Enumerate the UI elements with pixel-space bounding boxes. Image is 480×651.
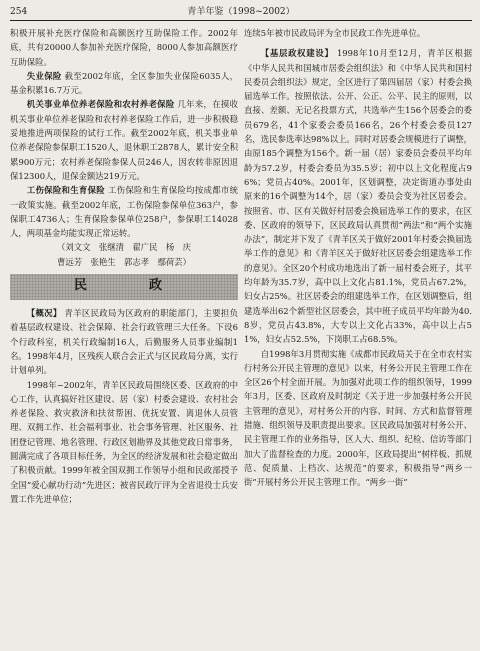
paragraph [10,183,238,240]
paragraph [10,26,238,69]
contributors-line: 曹远芳 张艳生 郭志孝 鄢荷芸） [57,256,191,267]
paragraph [10,306,238,377]
contributors-line: （刘文文 张继清 翟广民 杨 庆 [57,242,191,253]
left-paragraphs-top [10,26,238,269]
paragraph [10,378,238,507]
paragraph-text: 工伤保险和生育保险均按成都市统一政策实施。截至2002年底，工伤保险参保单位363户，参保职工4736人；生育保险参保单位258户，参保职工14028人，两项基金均能实现正常运转。 [10,185,238,239]
left-column [10,26,238,506]
paragraph [10,97,238,183]
right-column [244,26,472,490]
paragraph-text: 几年来，在摸收机关事业单位养老保险和农村养老保险工作后，进一步积极稳妥地推进两项保险的试行工作。截至2002年底，机关事业单位养老保险参保职工1520人，退休职工2878人，累计安全积累900万元；农村养老保险参保人员246人，因农转非原因退保12300人，退保金额达219万元。 [10,99,238,181]
paragraph-heading: 工伤保险和生育保险 [26,185,105,196]
paragraph-text: 自1998年3月贯彻实施《成都市民政局关于在全市农村实行村务公开民主管理的意见》以来，村务公开民主管理工作在全区26个村全面开展。为加强对此项工作的组织领导，1999年3月，区委、区政府及时制定《关于进一步加强村务公开民主管理的意见》，对村务公开的内容、时间、方式和监督管理措施、组织领导及职责提出要求。区民政局加强对村务公开、民主管理工作的业务指导，区人大、组织、纪检、信访等部门加大了监督检查的力度。2000年，区政局提出“树样板、抓规范、促质量、上档次、达规范”的要求，积极指导“两乡一街”开展村务公开民主管理工作。“两乡一街” [244,348,472,488]
paragraph-text: 连续5年被市民政局评为全市民政工作先进单位。 [244,28,426,38]
paragraph-text: 1998年~2002年，青羊区民政局围绕区委、区政府的中心工作，认真搞好社区建设、居（家）村委会建设、农村社会养老保险、救灾救济和扶贫帮困、优抚安置、离退休人员管理、双拥工作、社会福利事业、社会事务管理、社区服务、社团登记管理、地名管理、行政区划勘界及其他党政日常事务，圆满完成了各项目标任务，为全区的经济发展和社会稳定做出了积极贡献。1999年被全国双拥工作领导小组和民政部授予全国“爱心献功行动”先进区；被省民政厅评为全省退役士兵安置工作先进单位； [10,379,238,504]
paragraph [244,26,472,40]
section-title: 民 政 [73,278,174,294]
paragraph-text: 截至2002年底，全区参加失业保险6035人，基金积累16.7万元。 [10,70,238,96]
section-banner [10,274,238,300]
paragraph-heading: 【概况】 [26,308,62,319]
page-number: 254 [10,7,28,17]
paragraph [10,69,238,98]
paragraph-heading: 【基层政权建设】 [260,48,334,59]
left-paragraphs-bottom [10,306,238,506]
paragraph-heading: 机关事业单位养老保险和农村养老保险 [26,99,175,110]
paragraph [244,46,472,346]
paragraph-heading: 失业保险 [26,70,62,81]
paragraph-text: 青羊区民政局为区政府的职能部门，主要担负着基层政权建设、社会保障、社会行政管理三大任务。下设6个行政科室，机关行政编制16人，后勤服务人员事业编制1名。1998年4月，区残疾人联合会正式与区民政局分离，实行计划单列。 [10,308,238,376]
paragraph-text: 1998年10月至12月，青羊区根据《中华人民共和国城市居委会组织法》和《中华人民共和国村民委员会组织法》规定，全区进行了第四届居（家）村委会换届选举工作。按照依法、公开、公正、公平、民主的原则，以直接、差额、无记名投票方式，共选举产生156个居委会的委员679名，41个家委会委员166名，26个村委会委员127名，选民参选率达98%以上。同时对居委会规模进行了调整，由原185个调整为156个。新一届（居）家委员会委员平均年龄为57.2岁，村委会委员为35.5岁；初中以上文化程度占96%；党员占40%。2001年，区划调整，决定街道办事处由原来的16个调整为14个，居（家）委员会变为社区居委会。按照省、市、区有关做好村居委会换届选举工作的要求，在区委、区政府的领导下，区民政局认真贯彻“两法”和“两个实施办法”，制定并下发了《青羊区关于做好2001年村委会换届选举工作的意见》和《青羊区关于做好社区居委会组建选举工作的意见》。全区20个村成功地选出了新一届村委会班子，其平均年龄为35.7岁，高中以上文化占81.1%，党员占67.2%，妇女占25%。社区居委会的组建选举工作，在区划调整后，组建选举出62个新型社区居委会，其中班子成员平均年龄为40.8岁，党员占43.8%，大专以上文化占33%，高中以上占51%，妇女占52.5%，下岗职工占68.5%。 [244,48,472,345]
page-header [10,6,472,21]
paragraph-text: 积极开展补充医疗保险和高额医疗互助保险工作。2002年底，共有20000人参加补充医疗保险，8000人参加高额医疗互助保险。 [10,28,238,67]
paragraph [244,347,472,490]
running-title: 青羊年鉴（1998~2002） [187,7,295,17]
